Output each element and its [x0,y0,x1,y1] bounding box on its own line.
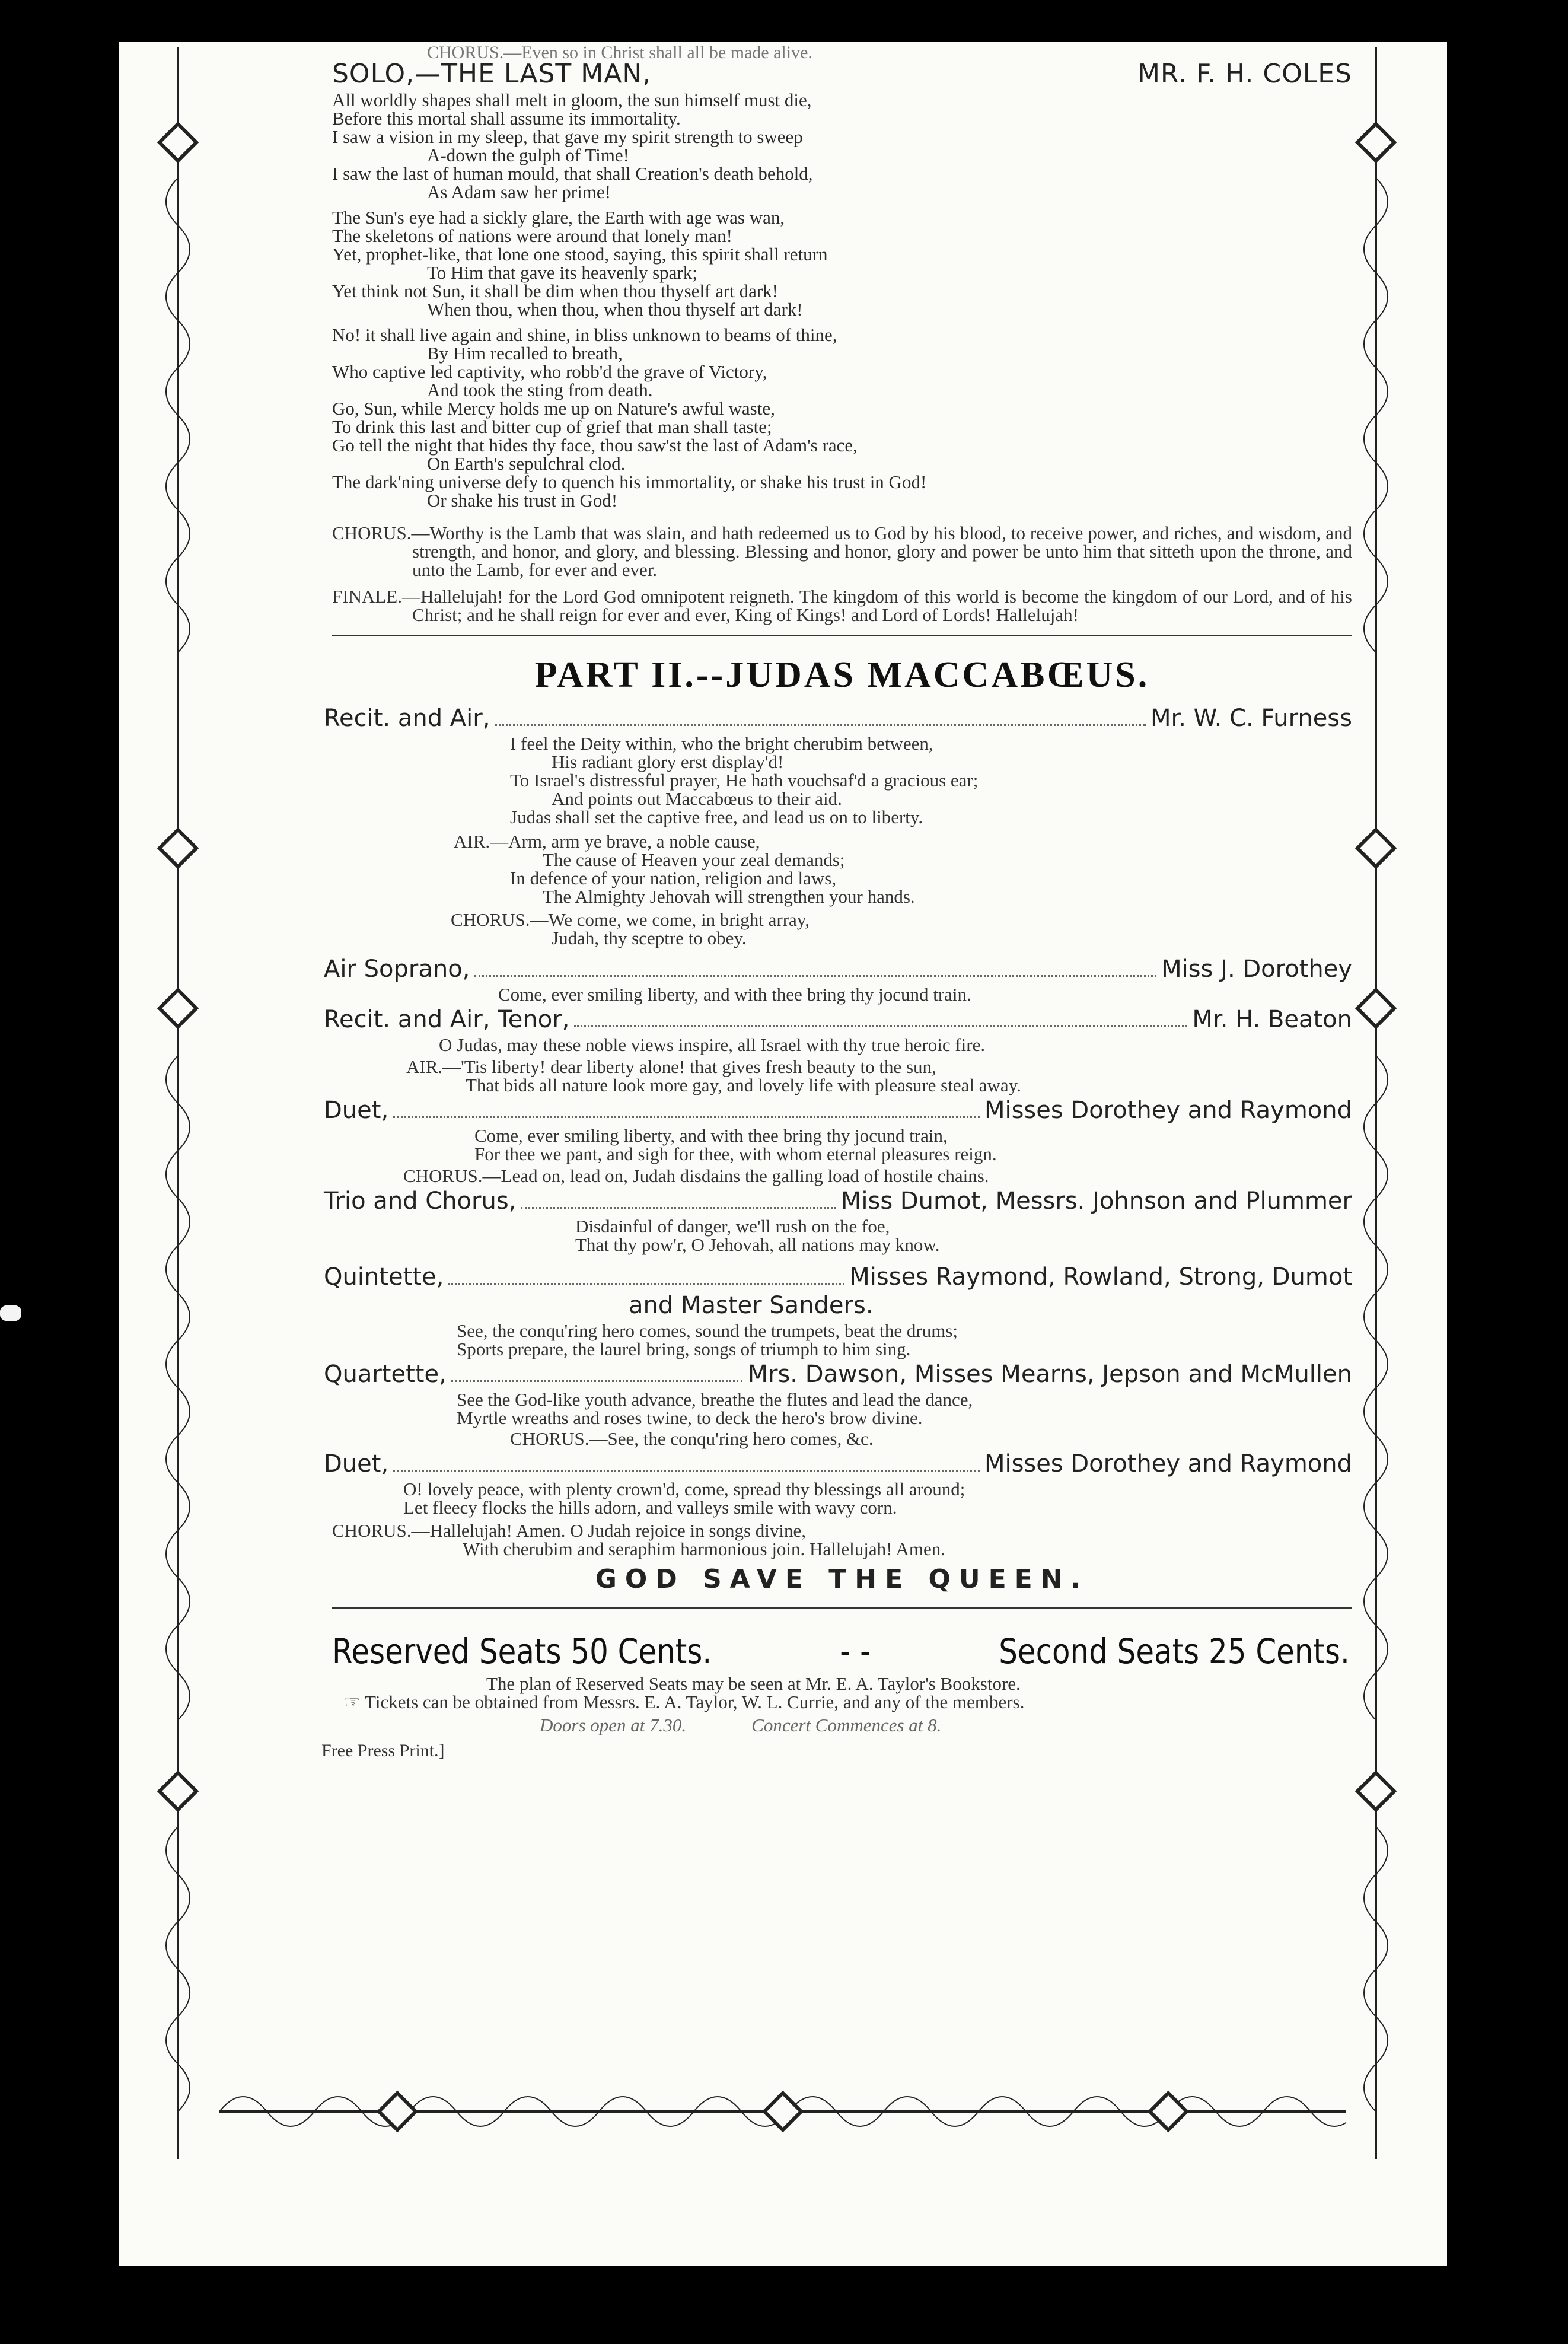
verse-line: For thee we pant, and sigh for thee, with whom eternal pleasures reign. [474,1144,997,1164]
quintette-text [332,1321,1352,1358]
role-duet-1 [324,1094,1352,1126]
left-ornamental-border [142,47,213,2159]
section-divider [332,635,1352,636]
role-performer: Misses Dorothey and Raymond [984,1097,1352,1124]
verse-line: Let fleecy flocks the hills adorn, and valleys smile with wavy corn. [403,1497,897,1518]
bottom-ornamental-border [219,2052,1346,2177]
verse-line: No! it shall live again and shine, in bliss unknown to beams of thine, [332,324,837,345]
chorus-4 [332,1521,1352,1558]
leader-dots [521,1207,836,1209]
trio-chorus-text [332,1217,1352,1254]
verse-line: Go, Sun, while Mercy holds me up on Nature's awful waste, [332,398,775,419]
verse-line: I feel the Deity within, who the bright cherubim between, [510,733,933,754]
verse-line: A-down the gulph of Time! [427,145,629,165]
verse-line: On Earth's sepulchral clod. [427,453,626,474]
verse-line: Before this mortal shall assume its immortality. [332,108,681,129]
recit-air-1-text [332,734,1352,826]
air-2 [332,1058,1352,1094]
verse-line: In defence of your nation, religion and laws, [510,868,837,888]
reserved-plan-note: The plan of Reserved Seats may be seen at Mr. E. A. Taylor's Bookstore. [486,1673,1021,1694]
margin-speck [0,1305,21,1321]
verse-line: Judas shall set the captive free, and lead us on to liberty. [510,807,923,827]
role-label: Air Soprano, [324,956,470,983]
role-label: Trio and Chorus, [324,1187,517,1215]
leader-dots [474,975,1156,977]
role-label: Quartette, [324,1361,447,1388]
role-quintette [324,1261,1352,1293]
verse-line: And took the sting from death. [427,380,653,400]
role-performer: Miss J. Dorothey [1161,956,1352,983]
printer-imprint: Free Press Print.] [321,1741,445,1760]
verse-line: The Sun's eye had a sickly glare, the Earth with age was wan, [332,207,785,228]
leader-dots [393,1116,980,1118]
solo-performer: MR. F. H. COLES [1137,59,1352,89]
role-label: Quintette, [324,1263,444,1291]
leader-dots [393,1470,980,1472]
verse-line: That bids all nature look more gay, and lovely life with pleasure steal away. [466,1075,1021,1095]
footer-divider [332,1607,1352,1609]
verse-line: Disdainful of danger, we'll rush on the foe, [575,1216,890,1237]
duet-1-text [332,1126,1352,1163]
role-performer: Misses Dorothey and Raymond [984,1450,1352,1477]
verse-line: By Him recalled to breath, [427,343,623,364]
verse-line: CHORUS.—We come, we come, in bright array, [451,909,810,930]
verse-line: Judah, thy sceptre to obey. [552,928,747,948]
air-soprano-text: Come, ever smiling liberty, and with thee bring thy jocund train. [498,984,971,1005]
verse-line: AIR.—'Tis liberty! dear liberty alone! that gives fresh beauty to the sun, [406,1056,936,1077]
tickets-note: ☞ Tickets can be obtained from Messrs. E. A. Taylor, W. L. Currie, and any of the members. [344,1692,1025,1712]
solo-heading [332,59,1352,90]
verse-line: O! lovely peace, with plenty crown'd, come, spread thy blessings all around; [403,1479,965,1499]
verse-line: The skeletons of nations were around that lonely man! [332,225,732,246]
chorus-1 [332,910,1352,947]
chorus-worthy: CHORUS.—Worthy is the Lamb that was slain, and hath redeemed us to God by his blood, to receive power, and riches, and wisdom, and strength, and honor, and glory, and blessing. Blessing and honor, glory and power be unto him that sitteth upon the throne, and unto the Lamb, for ever and ever. [332,523,1352,580]
verse-line: Or shake his trust in God! [427,490,618,511]
leader-dots [448,1283,844,1285]
verse-line: Myrtle wreaths and roses twine, to deck the hero's brow divine. [457,1407,923,1428]
role-recit-air-1 [324,702,1352,734]
recit-tenor-text: O Judas, may these noble views inspire, all Israel with thy true heroic fire. [439,1034,986,1055]
verse-line: All worldly shapes shall melt in gloom, the sun himself must die, [332,90,812,110]
quartette-text [332,1390,1352,1427]
leader-dots [451,1380,743,1382]
verse-line: I saw the last of human mould, that shall Creation's death behold, [332,163,813,184]
program-content [321,43,1352,1761]
verse-line: To Him that gave its heavenly spark; [427,262,697,283]
verse-line: The Almighty Jehovah will strengthen your hands. [543,886,915,907]
role-performer: Miss Dumot, Messrs. Johnson and Plummer [840,1187,1352,1215]
solo-title: SOLO,—THE LAST MAN, [332,59,652,89]
verse-line: Go tell the night that hides thy face, thou saw'st the last of Adam's race, [332,435,858,456]
verse-line: CHORUS.—Hallelujah! Amen. O Judah rejoice in songs divine, [332,1520,807,1541]
part-two-heading: PART II.--JUDAS MACCABŒUS. [534,655,1150,695]
verse-line: I saw a vision in my sleep, that gave my spirit strength to sweep [332,126,803,147]
verse-line: See the God-like youth advance, breathe the flutes and lead the dance, [457,1389,973,1410]
verse-line: Who captive led captivity, who robb'd the grave of Victory, [332,361,767,382]
role-performer: Misses Raymond, Rowland, Strong, Dumot [849,1263,1352,1291]
duet-2-text [332,1480,1352,1517]
quintette-performer-line-2: and Master Sanders. [629,1292,874,1319]
verse-line: Come, ever smiling liberty, and with thee bring thy jocund train, [474,1125,948,1146]
role-label: Recit. and Air, Tenor, [324,1006,570,1033]
chorus-2: CHORUS.—Lead on, lead on, Judah disdains the galling load of hostile chains. [403,1165,989,1186]
role-performer: Mr. H. Beaton [1192,1006,1352,1033]
role-label: Duet, [324,1450,389,1477]
verse-line: To drink this last and bitter cup of grief that man shall taste; [332,416,772,437]
solo-verse [332,91,1352,509]
finale: FINALE.—Hallelujah! for the Lord God omnipotent reigneth. The kingdom of this world is become the kingdom of our Lord, and of his Christ; and he shall reign for ever and ever, King of Kings! and Lord of Lords! Hallelujah! [332,586,1352,625]
second-seats: Second Seats 25 Cents. [999,1631,1350,1671]
leader-dots [495,724,1146,726]
verse-line: With cherubim and seraphim harmonious join. Hallelujah! Amen. [463,1539,946,1559]
chorus-top: CHORUS.—Even so in Christ shall all be made alive. [427,43,812,62]
role-trio-chorus [324,1185,1352,1217]
role-air-soprano [324,953,1352,985]
verse-line: That thy pow'r, O Jehovah, all nations may know. [575,1234,940,1255]
role-duet-2 [324,1448,1352,1480]
role-quartette [324,1358,1352,1390]
verse-line: As Adam saw her prime! [427,181,611,202]
doors-open: Doors open at 7.30. [540,1715,687,1735]
role-label: Duet, [324,1097,389,1124]
concert-start: Concert Commences at 8. [751,1715,942,1735]
verse-line: The dark'ning universe defy to quench his immortality, or shake his trust in God! [332,472,927,492]
verse-line: His radiant glory erst display'd! [552,751,784,772]
verse-line: Yet, prophet-like, that lone one stood, saying, this spirit shall return [332,244,828,265]
leader-dots [574,1026,1187,1027]
verse-line: See, the conqu'ring hero comes, sound the trumpets, beat the drums; [457,1320,958,1341]
seat-prices [332,1630,1350,1672]
seat-dashes: - - [840,1631,871,1671]
verse-line: Yet think not Sun, it shall be dim when thou thyself art dark! [332,281,778,301]
door-times [332,1715,1352,1736]
god-save-the-queen: GOD SAVE THE QUEEN. [595,1564,1089,1594]
role-performer: Mrs. Dawson, Misses Mearns, Jepson and McMullen [747,1361,1352,1388]
verse-line: AIR.—Arm, arm ye brave, a noble cause, [454,831,760,852]
verse-line: And points out Maccabœus to their aid. [552,788,842,809]
verse-line: To Israel's distressful prayer, He hath vouchsaf'd a gracious ear; [510,770,979,791]
chorus-3: CHORUS.—See, the conqu'ring hero comes, &c. [510,1428,874,1449]
role-recit-air-tenor [324,1004,1352,1036]
reserved-seats: Reserved Seats 50 Cents. [332,1631,712,1671]
role-performer: Mr. W. C. Furness [1150,705,1352,732]
air-1 [332,832,1352,906]
role-label: Recit. and Air, [324,705,490,732]
verse-line: The cause of Heaven your zeal demands; [543,849,845,870]
verse-line: When thou, when thou, when thou thyself art dark! [427,299,803,320]
verse-line: Sports prepare, the laurel bring, songs of triumph to him sing. [457,1339,911,1359]
